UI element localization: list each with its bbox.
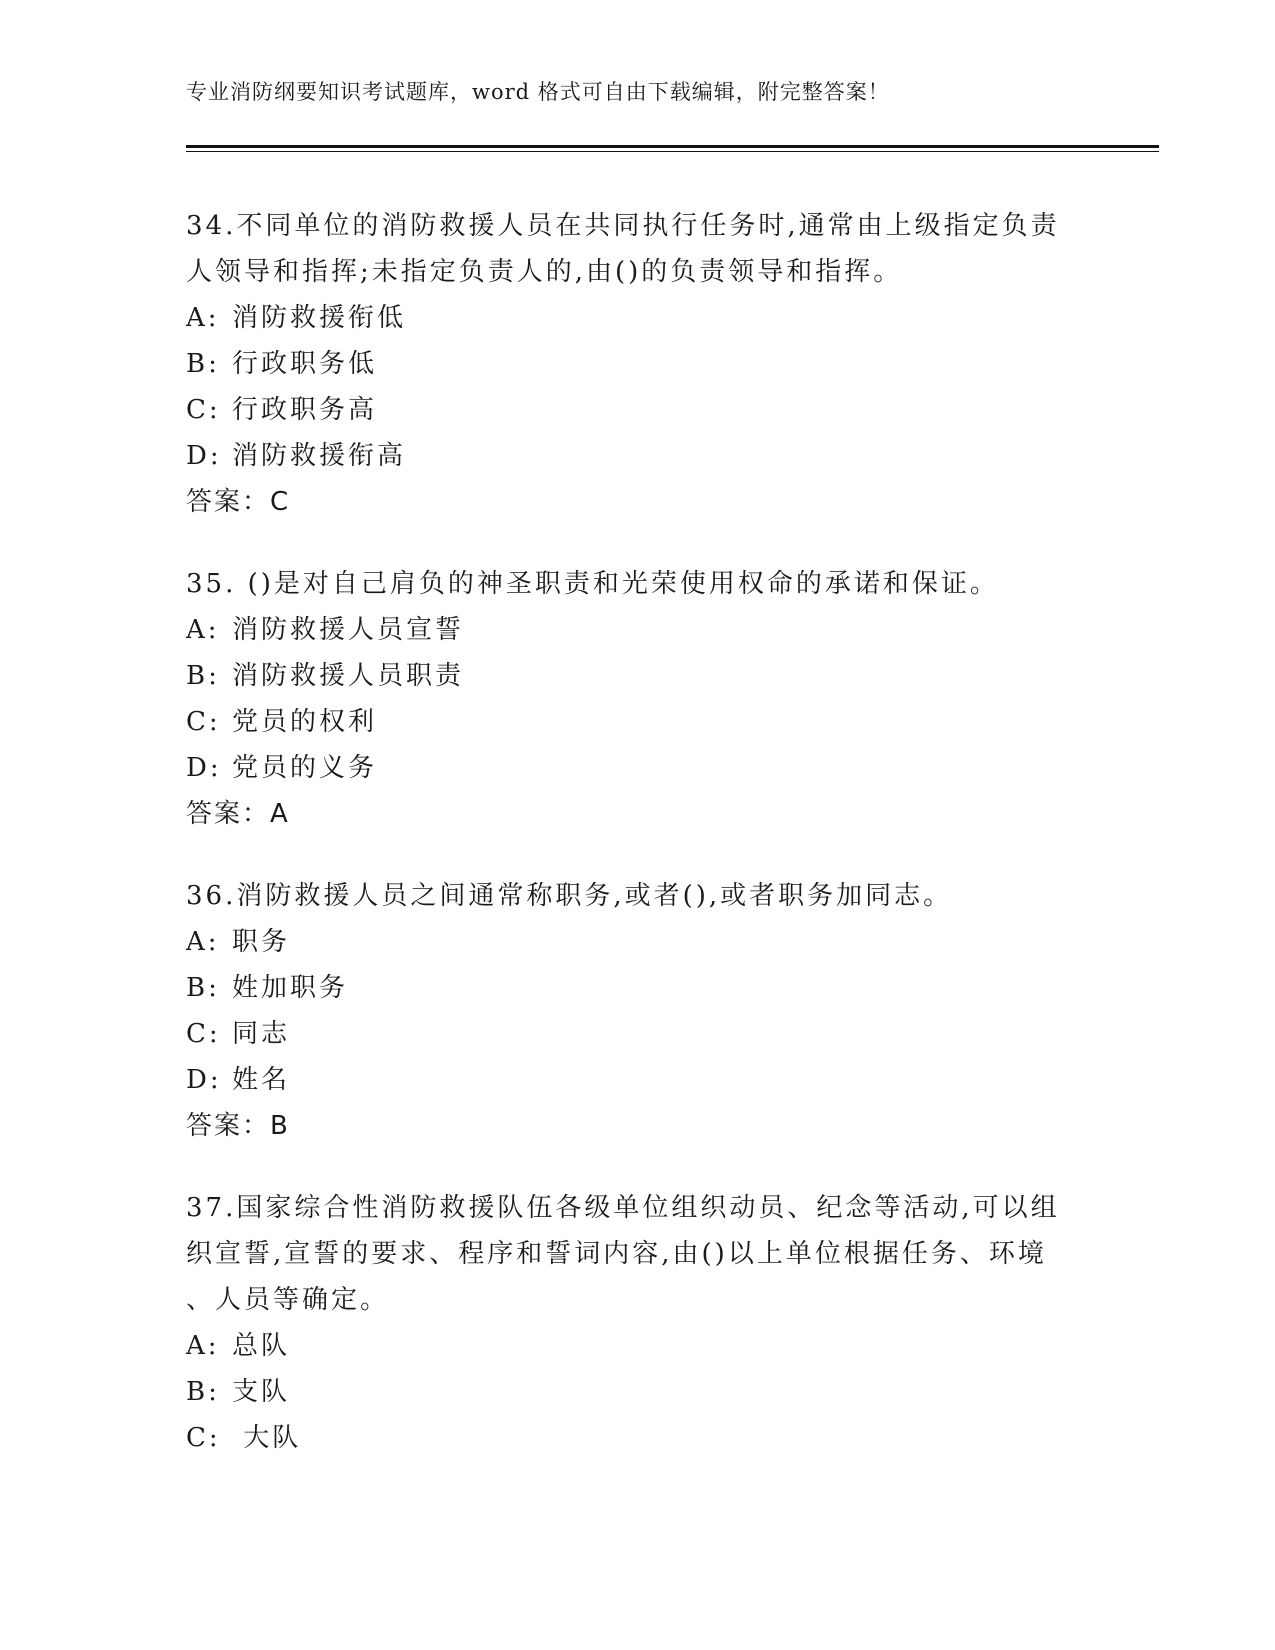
question-35 [186,561,1066,837]
option-b [186,341,1066,387]
option-text: 姓加职务 [232,973,349,1003]
option-text: 总队 [232,1331,291,1361]
option-letter: A: [186,1331,220,1361]
option-c [186,699,1066,745]
option-letter: C: [186,1423,221,1453]
option-b [186,653,1066,699]
answer-line: 答案：C [186,487,291,517]
option-text: 消防救援人员职责 [232,661,465,691]
option-d [186,1057,1066,1103]
option-letter: A: [186,303,220,333]
option-text: 大队 [232,1423,302,1453]
option-c [186,1415,1066,1461]
header-rule-thick [186,145,1159,148]
option-a [186,919,1066,965]
question-text-line: 35. ()是对自己肩负的神圣职责和光荣使用权命的承诺和保证。 [186,569,999,599]
option-text: 党员的义务 [232,753,378,783]
page-header: 专业消防纲要知识考试题库，word 格式可自由下载编辑，附完整答案！ [186,80,890,104]
option-text: 行政职务高 [232,395,378,425]
option-letter: C: [186,1019,221,1049]
question-text-line: 人领导和指挥;未指定负责人的,由()的负责领导和指挥。 [186,257,903,287]
option-text: 消防救援人员宣誓 [232,615,465,645]
question-list [186,203,1066,1497]
option-a [186,1323,1066,1369]
option-text: 消防救援衔低 [232,303,407,333]
question-text-line: 36.消防救援人员之间通常称职务,或者(),或者职务加同志。 [186,881,953,911]
question-37 [186,1185,1066,1461]
option-text: 职务 [232,927,291,957]
option-a [186,295,1066,341]
option-c [186,1011,1066,1057]
option-text: 行政职务低 [232,349,378,379]
option-text: 消防救援衔高 [232,441,407,471]
option-text: 姓名 [232,1065,291,1095]
option-b [186,965,1066,1011]
option-b [186,1369,1066,1415]
option-letter: B: [186,349,220,379]
answer-line: 答案：A [186,799,290,829]
answer-line: 答案：B [186,1111,290,1141]
question-text-line: 34.不同单位的消防救援人员在共同执行任务时,通常由上级指定负责 [186,211,1060,241]
option-letter: C: [186,707,221,737]
option-letter: B: [186,661,220,691]
option-text: 同志 [232,1019,291,1049]
question-34 [186,203,1066,525]
option-letter: D: [186,1065,222,1095]
option-text: 党员的权利 [232,707,378,737]
option-letter: A: [186,927,220,957]
option-a [186,607,1066,653]
option-d [186,433,1066,479]
question-36 [186,873,1066,1149]
option-letter: D: [186,441,222,471]
option-letter: C: [186,395,221,425]
option-d [186,745,1066,791]
header-rule-thin [186,151,1159,152]
option-letter: B: [186,1377,220,1407]
question-text-line: 、人员等确定。 [186,1285,390,1315]
question-text-line: 织宣誓,宣誓的要求、程序和誓词内容,由()以上单位根据任务、环境 [186,1239,1047,1269]
option-letter: D: [186,753,222,783]
question-text-line: 37.国家综合性消防救援队伍各级单位组织动员、纪念等活动,可以组 [186,1193,1060,1223]
option-text: 支队 [232,1377,291,1407]
option-c [186,387,1066,433]
option-letter: B: [186,973,220,1003]
option-letter: A: [186,615,220,645]
